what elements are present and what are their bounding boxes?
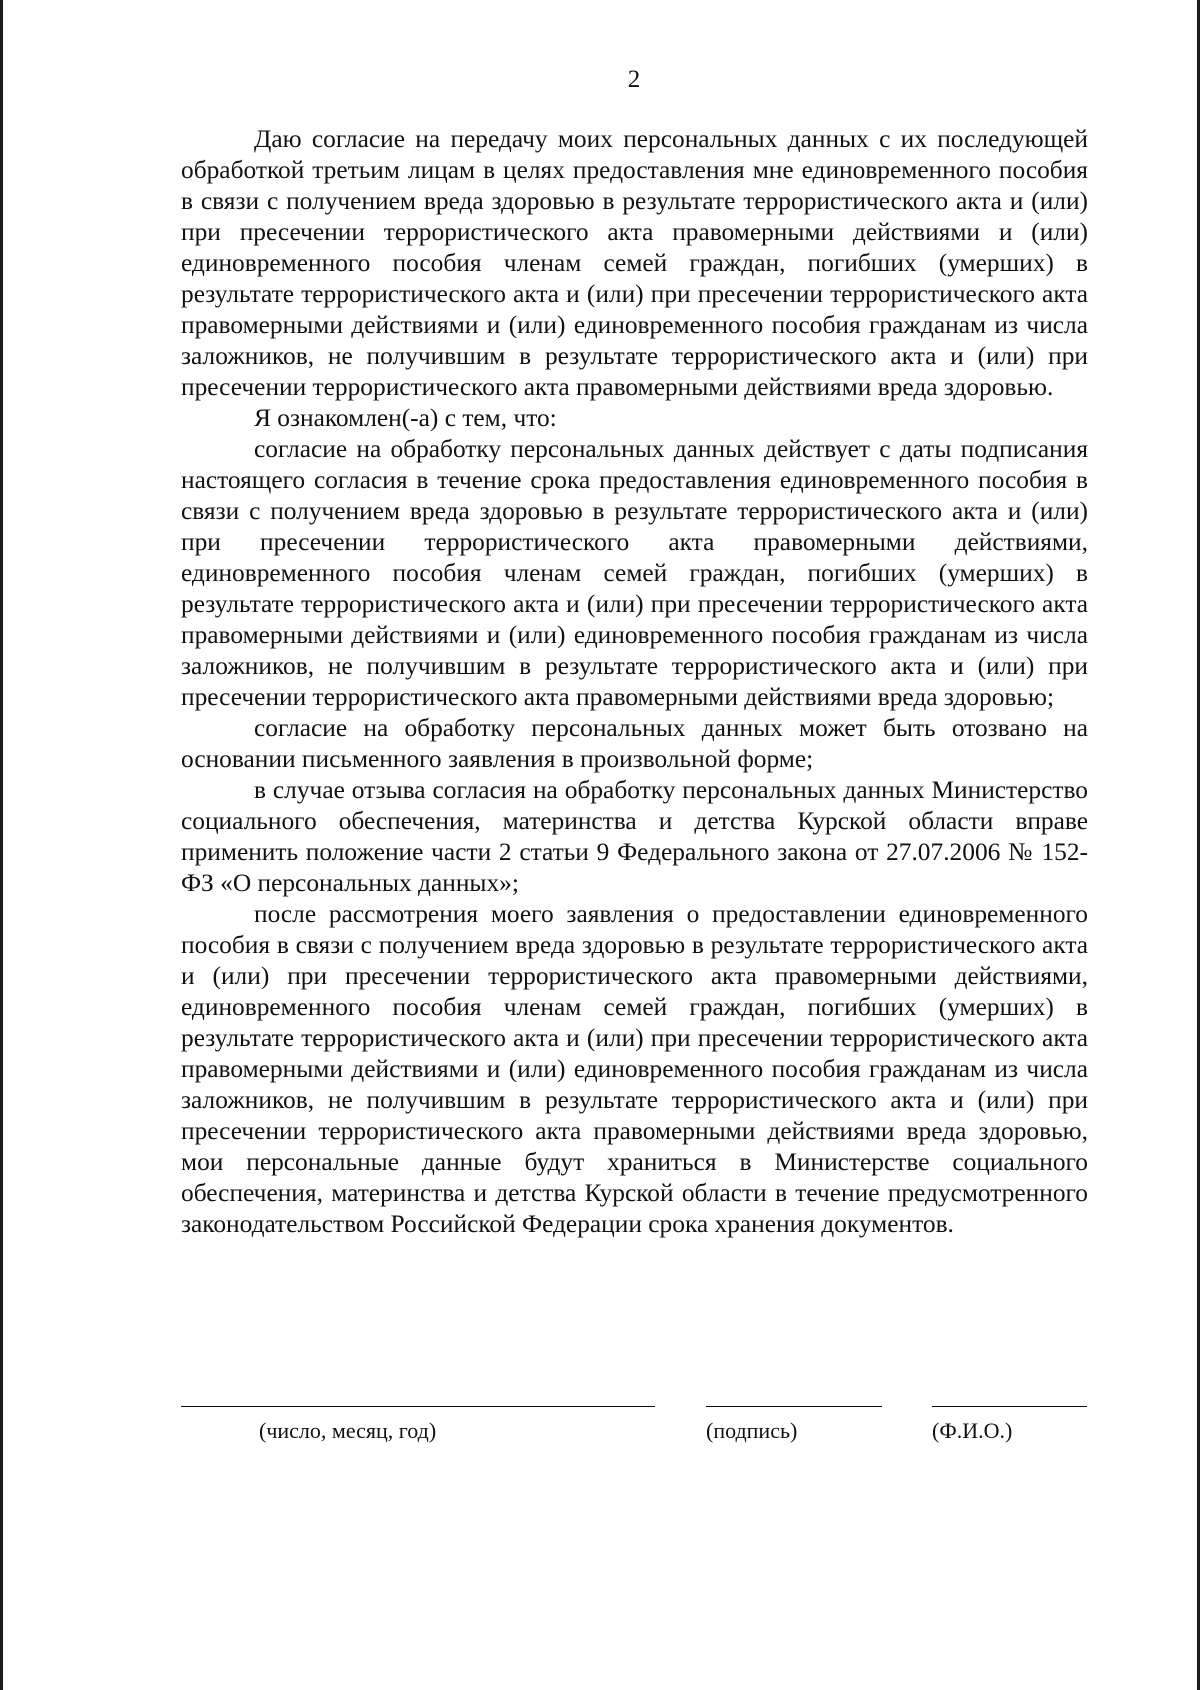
- acknowledgement-heading: Я ознакомлен(-а) с тем, что:: [254, 404, 557, 432]
- signature-line: [706, 1406, 882, 1407]
- consent-transfer-paragraph: Даю согласие на передачу моих персональных данных с их последующей обработкой третьим лицам в целях предоставления мне единовременного пособия в связи с получением вреда здоровью в результате террористического акта и (или) при пресечении террористического акта правомерными действиями и (или) единовременного пособия членам семей граждан, погибших (умерших) в результате террористического акта и (или) при пресечении террористического акта правомерными действиями и (или) единовременного пособия гражданам из числа заложников, не получившим в результате террористического акта и (или) при пресечении террористического акта правомерными действиями вреда здоровью.: [181, 125, 1088, 401]
- full-name-line: [932, 1406, 1087, 1407]
- data-storage-paragraph: после рассмотрения моего заявления о предоставлении единовременного пособия в связи с получением вреда здоровью в результате террористического акта и (или) при пресечении террористического акта правомерными действиями, единовременного пособия членам семей граждан, погибших (умерших) в результате террористического акта и (или) при пресечении террористического акта правомерными действиями и (или) единовременного пособия гражданам из числа заложников, не получившим в результате террористического акта и (или) при пресечении террористического акта правомерными действиями вреда здоровью, мои персональные данные будут храниться в Министерстве социального обеспечения, материнства и детства Курской области в течение предусмотренного законодательством Российской Федерации срока хранения документов.: [181, 900, 1088, 1238]
- consent-validity-paragraph: согласие на обработку персональных данных действует с даты подписания настоящего согласия в течение срока предоставления единовременного пособия в связи с получением вреда здоровью в результате террористического акта и (или) при пресечении террористического акта правомерными действиями, единовременного пособия членам семей граждан, погибших (умерших) в результате террористического акта и (или) при пресечении террористического акта правомерными действиями и (или) единовременного пособия гражданам из числа заложников, не получившим в результате террористического акта и (или) при пресечении террористического акта правомерными действиями вреда здоровью;: [181, 435, 1088, 711]
- signature-label: (подпись): [706, 1418, 798, 1443]
- date-label: (число, месяц, год): [259, 1418, 437, 1443]
- full-name-field: [932, 1406, 1087, 1443]
- consent-text: [181, 124, 1088, 1240]
- full-name-label: (Ф.И.О.): [932, 1418, 1013, 1443]
- revocation-consequence-paragraph: в случае отзыва согласия на обработку персональных данных Министерство социального обеспечения, материнства и детства Курской области вправе применить положение части 2 статьи 9 Федерального закона от 27.07.2006 № 152-ФЗ «О персональных данных»;: [181, 776, 1088, 897]
- signature-block: [3, 1406, 1200, 1456]
- signature-field: [706, 1406, 882, 1443]
- date-line: [181, 1406, 655, 1407]
- page-number: 2: [627, 66, 641, 93]
- date-field: [181, 1406, 655, 1443]
- consent-revocation-paragraph: согласие на обработку персональных данных может быть отозвано на основании письменного заявления в произвольной форме;: [181, 714, 1088, 773]
